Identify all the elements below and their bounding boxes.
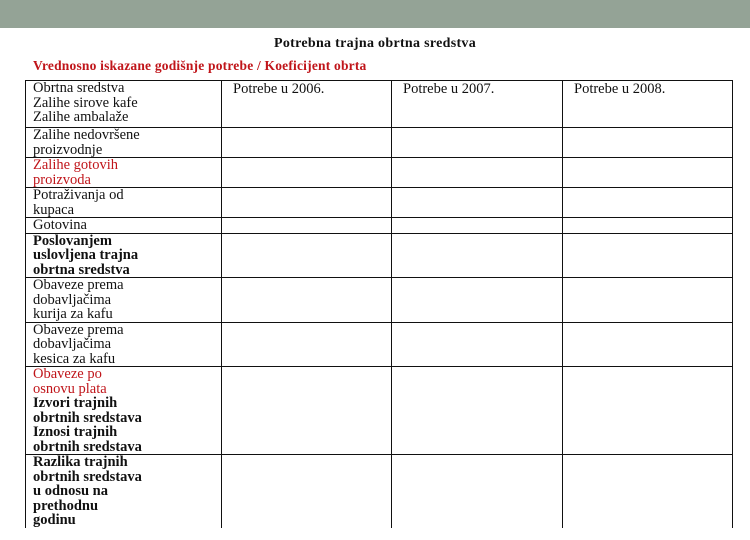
table-cell <box>563 278 733 323</box>
row-label-line: u odnosu na <box>33 483 108 499</box>
row-label-line: Gotovina <box>33 217 87 233</box>
row-label <box>26 81 222 128</box>
row-label <box>26 188 222 218</box>
table-row <box>26 322 733 367</box>
table-cell <box>563 128 733 158</box>
row-label-line: Zalihe gotovih <box>33 157 118 173</box>
row-label-line: Razlika trajnih <box>33 454 128 470</box>
row-label-line: Obrtna sredstva <box>33 80 125 96</box>
row-label-line: kurija za kafu <box>33 306 113 322</box>
row-label-line: Obaveze prema <box>33 277 124 293</box>
table-cell <box>563 218 733 234</box>
row-label-line: osnovu plata <box>33 380 107 397</box>
row-label-line: Obaveze prema <box>33 322 124 338</box>
row-label-line: obrtnih sredstava <box>33 409 142 426</box>
table-cell <box>392 158 563 188</box>
row-label-line: godinu <box>33 512 76 528</box>
table-cell <box>392 455 563 528</box>
table-cell <box>392 128 563 158</box>
table-cell <box>392 278 563 323</box>
table-cell <box>222 128 392 158</box>
row-label-line: dobavljačima <box>33 336 112 352</box>
table-row <box>26 233 733 278</box>
row-label <box>26 367 222 455</box>
table-cell <box>222 322 392 367</box>
column-header: Potrebe u 2007. <box>392 81 563 128</box>
table-row <box>26 158 733 188</box>
requirements-table <box>25 80 733 528</box>
table-cell <box>222 367 392 455</box>
row-label-line: uslovljena trajna <box>33 247 139 263</box>
column-header: Potrebe u 2006. <box>222 81 392 128</box>
row-label-line: Izvori trajnih <box>33 395 118 411</box>
row-label-line: dobavljačima <box>33 291 112 308</box>
table-cell <box>392 367 563 455</box>
table-row <box>26 128 733 158</box>
table-cell <box>563 455 733 528</box>
table-cell <box>392 218 563 234</box>
table-cell <box>222 218 392 234</box>
table-cell <box>563 158 733 188</box>
table-row <box>26 81 733 128</box>
table-cell <box>222 278 392 323</box>
row-label-line: proizvoda <box>33 171 91 188</box>
table-cell <box>563 367 733 455</box>
table-row <box>26 367 733 455</box>
table-cell <box>563 188 733 218</box>
table-cell <box>392 188 563 218</box>
row-label-line: proizvodnje <box>33 141 103 158</box>
table-row <box>26 188 733 218</box>
row-label <box>26 128 222 158</box>
row-label <box>26 218 222 234</box>
table-cell <box>222 455 392 528</box>
row-label-line: kesica za kafu <box>33 350 116 367</box>
row-label-line: Zalihe sirove kafe <box>33 94 138 111</box>
row-label-line: obrtnih sredstava <box>33 468 142 485</box>
row-label <box>26 158 222 188</box>
table-row <box>26 218 733 234</box>
row-label-line: Iznosi trajnih <box>33 424 118 440</box>
table-cell <box>392 233 563 278</box>
row-label-line: obrtnih sredstava <box>33 438 142 455</box>
page-title: Potrebna trajna obrtna sredstva <box>273 36 477 51</box>
table-row <box>26 455 733 528</box>
row-label <box>26 455 222 528</box>
row-label-line: prethodnu <box>33 497 99 514</box>
row-label <box>26 233 222 278</box>
row-label-line: kupaca <box>33 201 75 218</box>
table-cell <box>222 158 392 188</box>
top-banner <box>0 0 750 28</box>
row-label-line: Zalihe nedovršene <box>33 127 140 143</box>
row-label-line: Obaveze po <box>33 366 102 382</box>
row-label-line: Potraživanja od <box>33 187 124 203</box>
page-subtitle: Vrednosno iskazane godišnje potrebe / Koeficijent obrta <box>33 58 367 73</box>
row-label-line: Zalihe ambalaže <box>33 109 129 125</box>
row-label-line: obrtna sredstva <box>33 261 130 278</box>
table-cell <box>392 322 563 367</box>
table-row <box>26 278 733 323</box>
table-cell <box>222 188 392 218</box>
table-cell <box>563 322 733 367</box>
column-header: Potrebe u 2008. <box>563 81 733 128</box>
row-label-line: Poslovanjem <box>33 233 112 249</box>
row-label <box>26 322 222 367</box>
table-cell <box>563 233 733 278</box>
table-cell <box>222 233 392 278</box>
row-label <box>26 278 222 323</box>
